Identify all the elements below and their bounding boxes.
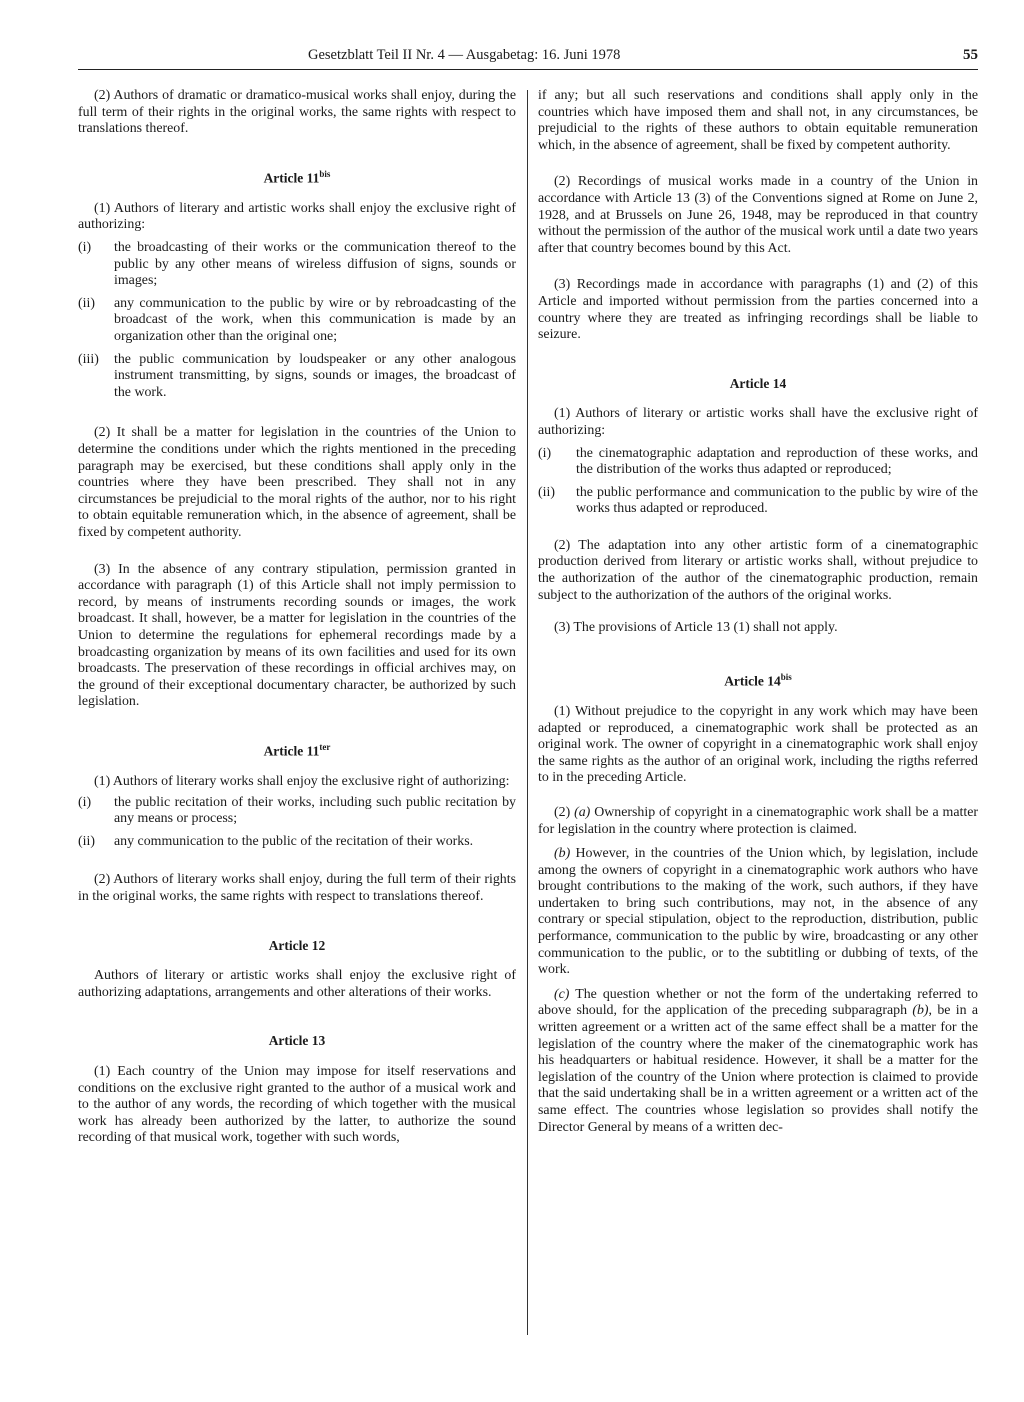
article-14bis-paragraph-2c: (c) The question whether or not the form of the undertaking referred to above should, for the application of the preceding subparagraph (b), be in a written agreement or a written act of the same effect shall be a matter for the legislation of the country where the maker of the cinematographic work has his headquarters or habitual residence. However, it shall be a matter for the legislation of the country of the Union where protection is claimed to provide that the said undertaking shall be in a written agreement or a written act of the same effect. The countries whose legislation so provides shall notify the Director General by means of a written dec-: [538, 986, 978, 1135]
left-column: [78, 88, 516, 1147]
article-13-paragraph-2: (2) Recordings of musical works made in a country of the Union in accordance with Article 13 (3) of the Conventions signed at Rome on June 2, 1928, and at Brussels on June 26, 1948, may be reproduced in that country without the permission of the author of the musical work until a date two years after that country becomes bound by this Act.: [538, 174, 978, 256]
article-14-paragraph-1: (1) Authors of literary or artistic works shall have the exclusive right of authorizing:: [538, 406, 978, 438]
list-item: (ii) any communication to the public by wire or by rebroadcasting of the broadcast of the work, when this communication is made by an organization other than the original one;: [78, 295, 516, 345]
article-14bis-paragraph-2a: (2) (a) Ownership of copyright in a cinematographic work shall be a matter for legislation in the country where protection is claimed.: [538, 804, 979, 837]
header-rule: [78, 69, 978, 70]
heading-article-14bis: Article $14^{bis}$: [724, 671, 792, 689]
article-13-paragraph-3: (3) Recordings made in accordance with paragraphs (1) and (2) of this Article and imported without permission from the parties concerned into a country where they are treated as infringing recordings shall be liable to seizure.: [538, 277, 978, 343]
article-12-paragraph: Authors of literary or artistic works shall enjoy the exclusive right of authorizing adaptations, arrangements and other alterations of their works.: [78, 968, 516, 1000]
page-header: [78, 40, 978, 70]
list-item: (i) the public recitation of their works, including such public recitation by any means or process;: [78, 794, 516, 827]
article-14bis-paragraph-1: (1) Without prejudice to the copyright in any work which may have been adapted or reproduced, a cinematographic work shall be protected as an original work. The owner of copyright in a cinematographic work shall enjoy the same rights as the author of an original work, including the rigths referred to in the preceding Article.: [538, 703, 978, 786]
page-number: 55: [963, 47, 978, 63]
list-item: (iii) the public communication by loudspeaker or any other analogous instrument transmitting, by signs, sounds or images, the broadcast of the work.: [78, 351, 516, 400]
gazette-title: Gesetzblatt Teil II Nr. 4 — Ausgabetag: 16. Juni 1978: [308, 47, 621, 63]
right-column: [538, 88, 978, 1136]
list-item: (i) the cinematographic adaptation and reproduction of these works, and the distribution of the works thus adapted or reproduced;: [538, 445, 978, 478]
heading-article-11bis: Article $11^{bis}$: [263, 168, 331, 186]
article-14-paragraph-3: (3) The provisions of Article 13 (1) shall not apply.: [554, 620, 838, 636]
article-14bis-paragraph-2b: (b) However, in the countries of the Union which, by legislation, include among the owners of copyright in a cinematographic work authors who have brought contributions to the making of the work, such authors, if they have undertaken to bring such contributions, may not, in the absence of any contrary or special stipulation, object to the reproduction, distribution, public performance, communication to the public by wire, broadcasting or any other communication to the public, or to the subtitling or dubbing of texts, of the work.: [538, 846, 978, 978]
list-item: (i) the broadcasting of their works or the communication thereof to the public by any other means of wireless diffusion of signs, sounds or images;: [78, 240, 516, 289]
article-11bis-paragraph-2: (2) It shall be a matter for legislation in the countries of the Union to determine the conditions under which the rights mentioned in the preceding paragraph may be exercised, but these conditions shall apply only in the countries where they have been prescribed. They shall not in any circumstances be prejudicial to the moral rights of the author, nor to his right to obtain equitable remuneration which, in the absence of agreement, shall be fixed by competent authority.: [78, 425, 516, 540]
article-11ter-paragraph-1: (1) Authors of literary works shall enjoy the exclusive right of authorizing:: [94, 774, 510, 789]
column-divider: [527, 90, 528, 1335]
heading-article-14: Article 14: [729, 375, 787, 391]
article-11ter-paragraph-2: (2) Authors of literary works shall enjoy, during the full term of their rights in the original works, the same rights with respect to translations thereof.: [78, 872, 516, 904]
article-13-paragraph-1-continued: if any; but all such reservations and conditions shall apply only in the countries which have imposed them and shall not, in any circumstances, be prejudicial to the rights of these authors to obtain equitable remuneration which, in the absence of agreement, shall be fixed by competent authority.: [538, 88, 978, 153]
heading-article-12: Article 12: [268, 937, 326, 953]
article-11bis-paragraph-3: (3) In the absence of any contrary stipulation, permission granted in accordance with paragraph (1) of this Article shall not imply permission to record, by means of instruments recording sounds or images, the work broadcast. It shall, however, be a matter for legislation in the countries of the Union to determine the regulations for ephemeral recordings made by a broadcasting organization by means of its own facilities and used for its own broadcasts. The preservation of these recordings in official archives may, on the ground of their exceptional documentary character, be authorized by such legislation.: [78, 561, 516, 710]
article-10-paragraph-2: (2) Authors of dramatic or dramatico-musical works shall enjoy, during the full term of their rights in the original works, the same rights with respect to translations thereof.: [78, 88, 516, 137]
list-item: (ii) the public performance and communication to the public by wire of the works thus adapted or reproduced.: [538, 484, 978, 517]
article-13-paragraph-1: (1) Each country of the Union may impose for itself reservations and conditions on the exclusive right granted to the author of a musical work and to the author of any words, the recording of which together with the musical work has already been authorized by the latter, to authorize the sound recording of that musical work, together with such words,: [78, 1063, 516, 1146]
list-item: (ii) any communication to the public of the recitation of their works.: [78, 833, 474, 849]
article-14-paragraph-2: (2) The adaptation into any other artistic form of a cinematographic production derived from literary or artistic works shall, without prejudice to the authorization of the author of the cinematographic production, remain subject to the authorization of the authors of the original works.: [538, 537, 978, 603]
article-11bis-paragraph-1: (1) Authors of literary and artistic works shall enjoy the exclusive right of authorizing:: [78, 200, 516, 233]
heading-article-13: Article 13: [268, 1033, 326, 1049]
heading-article-11ter: Article $11^{ter}$: [263, 741, 331, 759]
